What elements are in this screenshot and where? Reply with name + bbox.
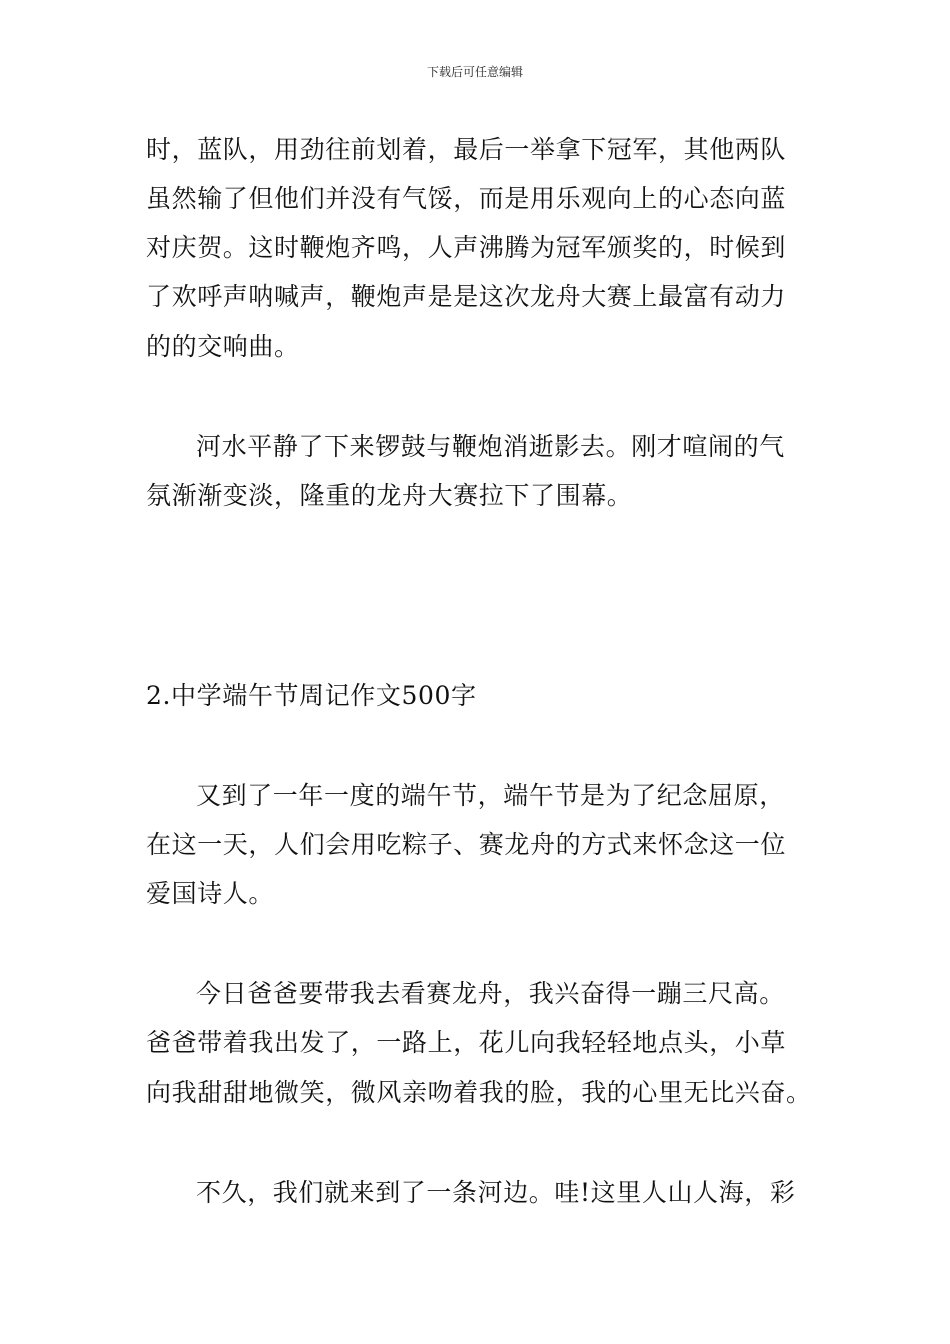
text-line: 爱国诗人。 (146, 879, 275, 908)
text-line: 对庆贺。这时鞭炮齐鸣，人声沸腾为冠军颁奖的，时候到 (146, 233, 787, 262)
text-line: 虽然输了但他们并没有气馁，而是用乐观向上的心态向蓝 (146, 184, 787, 213)
text-line: 时，蓝队，用劲往前划着，最后一举拿下冠军，其他两队 (146, 135, 787, 164)
text-line: 的的交响曲。 (146, 332, 300, 361)
text-line: 不久，我们就来到了一条河边。哇!这里人山人海，彩 (196, 1178, 796, 1207)
text-line: 在这一天，人们会用吃粽子、赛龙舟的方式来怀念这一位 (146, 830, 787, 859)
text-line: 今日爸爸要带我去看赛龙舟，我兴奋得一蹦三尺高。 (196, 979, 785, 1008)
page-header: 下载后可任意编辑 (426, 65, 523, 79)
section-heading: 2.中学端午节周记作文500字 (146, 681, 477, 710)
text-line: 河水平静了下来锣鼓与鞭炮消逝影去。刚才喧闹的气 (196, 432, 785, 461)
text-line: 氛渐渐变淡，隆重的龙舟大赛拉下了围幕。 (146, 481, 633, 510)
text-line: 向我甜甜地微笑，微风亲吻着我的脸，我的心里无比兴奋。 (146, 1078, 812, 1107)
text-line: 爸爸带着我出发了，一路上，花儿向我轻轻地点头，小草 (146, 1028, 787, 1057)
text-line: 了欢呼声呐喊声，鞭炮声是是这次龙舟大赛上最富有动力 (146, 282, 787, 311)
text-line: 又到了一年一度的端午节，端午节是为了纪念屈原， (196, 781, 785, 810)
